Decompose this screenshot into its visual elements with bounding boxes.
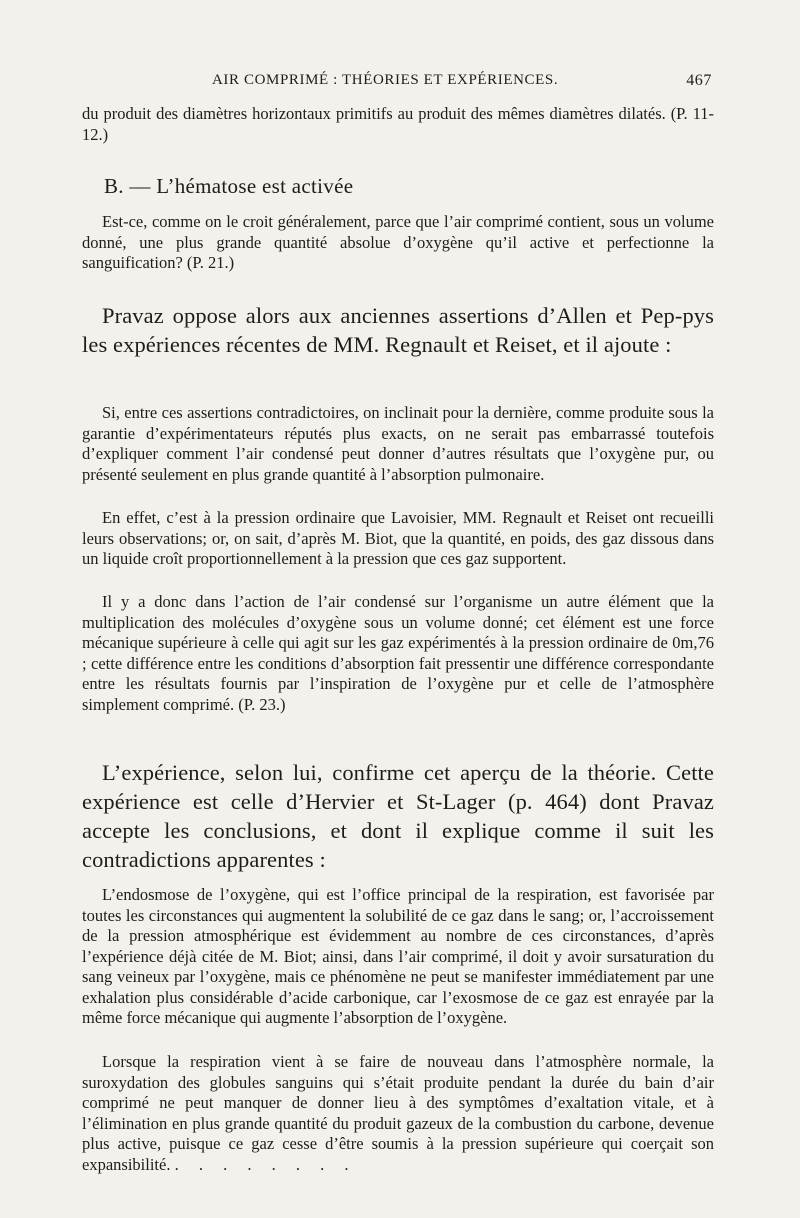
quote-lavoisier-pressure: En effet, c’est à la pression ordinaire que Lavoisier, MM. Regnault et Reiset ont recueilli leurs observations; or, on sait, d’après M. Biot, que la quantité, en poids, des gaz dissous dans un liquide croît proportionnellement à la pression que ces gaz supportent. xyxy=(82,508,714,568)
running-head-title: AIR COMPRIMÉ : THÉORIES ET EXPÉRIENCES. xyxy=(212,72,559,88)
quote-normal-atmosphere-text: Lorsque la respiration vient à se faire de nouveau dans l’atmosphère normale, la suroxydation des globules sanguins qui s’était produite pendant la durée du bain d’air comprimé ne peut manquer de donner lieu à des symptômes d’exaltation vitale, et à l’élimination en plus grande quantité du produit gazeux de la combustion du carbone, devenue plus active, puisque ce gaz cesse d’être soumis à la pression supérieure qui coerçait son expansibilité. xyxy=(82,1052,714,1174)
quote-condensed-air-action: Il y a donc dans l’action de l’air condensé sur l’organisme un autre élément que la multiplication des molécules d’oxygène sous un volume donné; cet élément est une force mécanique supérieure à celle qui agit sur les gaz expérimentés à la pression ordinaire de 0m,76 ; cette différence entre les conditions d’absorption fait pressentir une différence correspondante entre les résultats fournis par l’inspiration de l’oxygène pur et celle de l’atmosphère simplement comprimé. (P. 23.) xyxy=(82,592,714,714)
quote-normal-atmosphere xyxy=(82,1052,714,1175)
paragraph-pravaz-oppose: Pravaz oppose alors aux anciennes assertions d’Allen et Pep-pys les expériences récentes de MM. Regnault et Reiset, et il ajoute : xyxy=(82,303,714,357)
quote-oxygen-question: Est-ce, comme on le croit généralement, parce que l’air comprimé contient, sous un volume donné, une plus grande quantité absolue d’oxygène qu’il active et perfectionne la sanguification? (P. 21.) xyxy=(82,212,714,272)
running-head xyxy=(82,72,712,96)
ellipsis-dots: . . . . . . . . xyxy=(174,1154,357,1174)
paragraph-experience-confirms: L’expérience, selon lui, confirme cet aperçu de la théorie. Cette expérience est celle d’Hervier et St-Lager (p. 464) dont Pravaz accepte les conclusions, et dont il explique comme il suit les contradictions apparentes : xyxy=(82,760,714,872)
section-heading-hematose: B. — L’hématose est activée xyxy=(104,174,354,198)
quote-contradictory-assertions: Si, entre ces assertions contradictoires, on inclinait pour la dernière, comme produite sous la garantie d’expérimentateurs réputés plus exacts, on ne serait pas embarrassé toutefois d’expliquer comment l’air condensé peut donner d’autres résultats que l’oxygène pur, ou présenté seulement en plus grande quantité à l’absorption pulmonaire. xyxy=(82,403,714,484)
quote-oxygen-endosmosis: L’endosmose de l’oxygène, qui est l’office principal de la respiration, est favorisée par toutes les circonstances qui augmentent la solubilité de ce gaz dans le sang; or, l’accroissement de la pression atmosphérique est évidemment au nombre de ces circonstances, d’après l’expérience déjà citée de M. Biot; ainsi, dans l’air comprimé, il doit y avoir sursaturation du sang veineux par l’oxygène, mais ce phénomène ne peut se manifester immédiatement par une exhalation plus considérable d’acide carbonique, car l’exosmose de ce gaz est enrayée par la même force mécanique qui augmente l’absorption de l’oxygène. xyxy=(82,885,714,1027)
page-number: 467 xyxy=(686,72,712,89)
paragraph-dilatation-end: du produit des diamètres horizontaux primitifs au produit des mêmes diamètres dilatés. (P. 11-12.) xyxy=(82,104,714,144)
